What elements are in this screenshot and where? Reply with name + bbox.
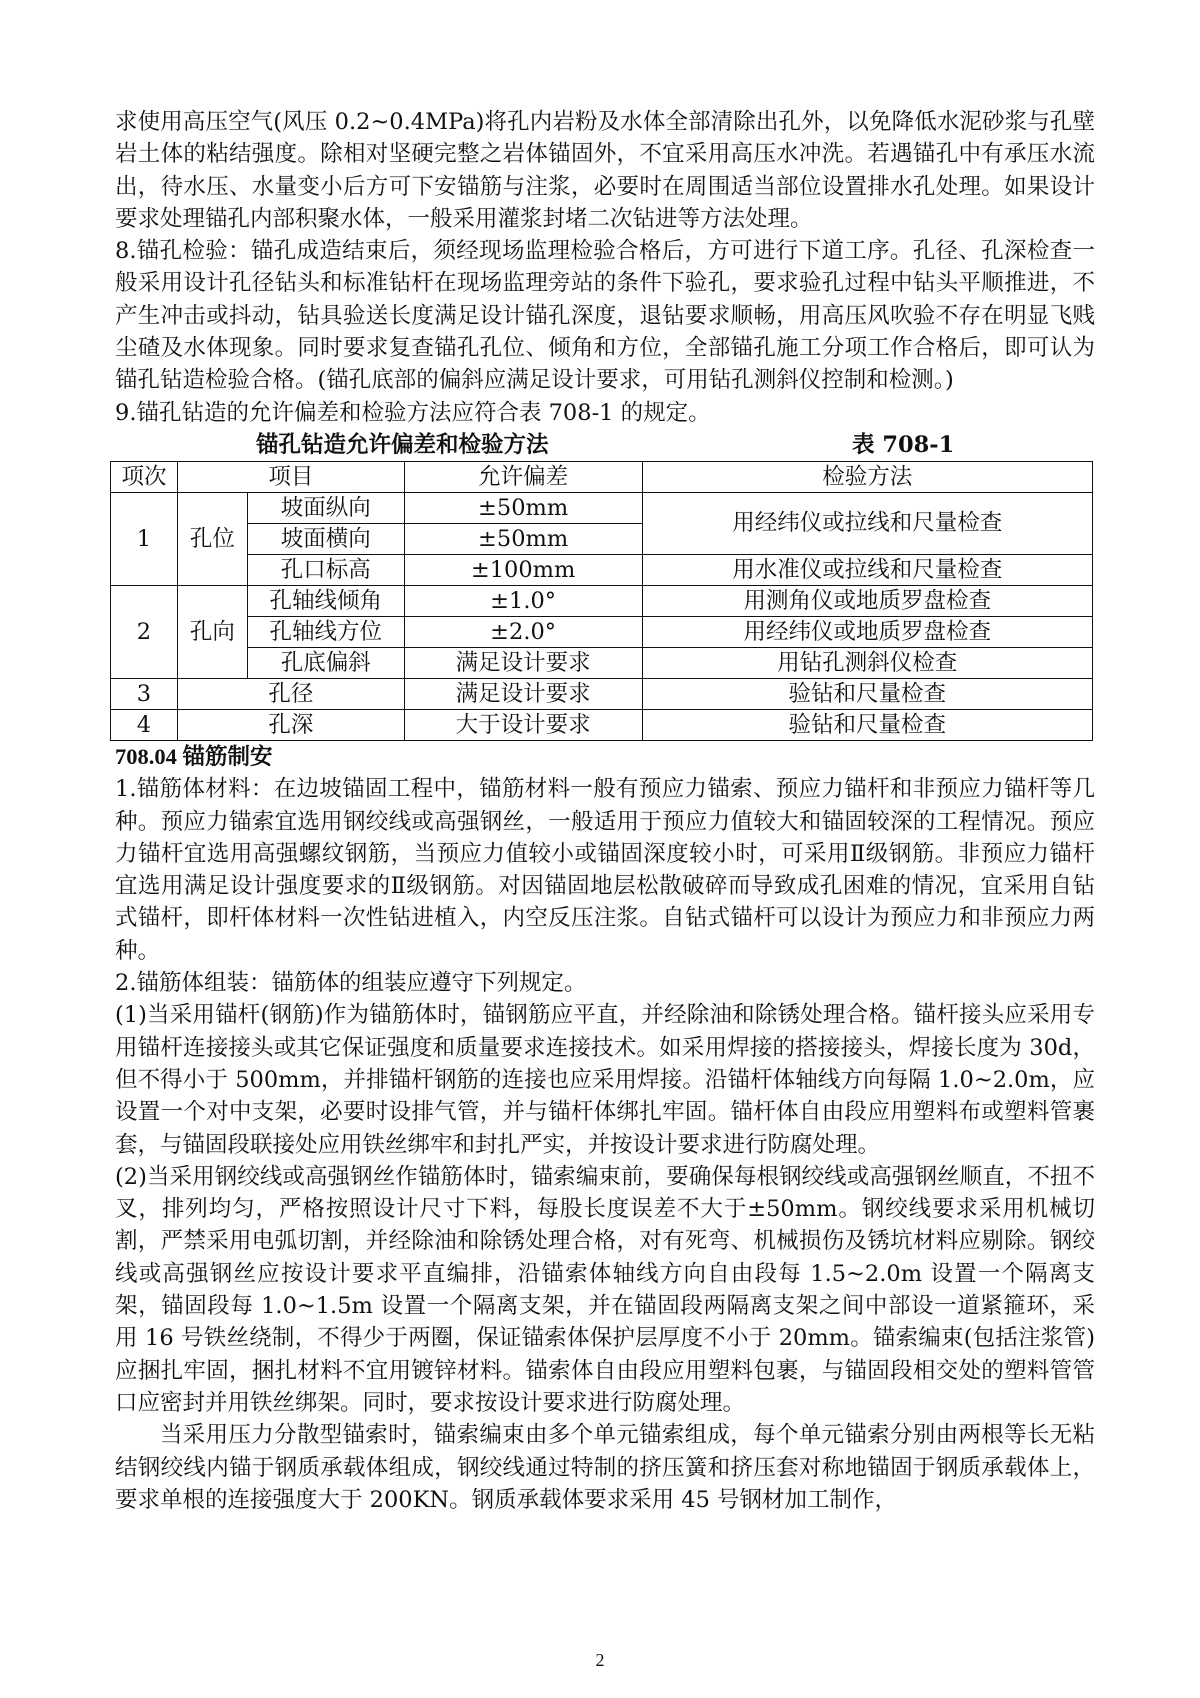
cell-sub-item: 孔轴线倾角 <box>247 585 404 616</box>
table-row <box>111 709 1093 740</box>
cell-method: 验钻和尺量检查 <box>642 678 1092 709</box>
header-seq: 项次 <box>111 461 178 492</box>
cell-tolerance: 满足设计要求 <box>404 678 642 709</box>
cell-item: 孔深 <box>177 709 404 740</box>
cell-tolerance: ±2.0° <box>404 616 642 647</box>
header-item: 项目 <box>177 461 404 492</box>
table-caption <box>115 429 1095 461</box>
page-number: 2 <box>595 1650 605 1670</box>
cell-tolerance: ±50mm <box>404 492 642 523</box>
cell-seq: 4 <box>111 709 178 740</box>
paragraph-hole-inspection: 8.锚孔检验：锚孔成造结束后，须经现场监理检验合格后，方可进行下道工序。孔径、孔深检查一般采用设计孔径钻头和标准钻杆在现场监理旁站的条件下验孔，要求验孔过程中钻头平顺推进，不产生冲击或抖动，钻具验送长度满足设计锚孔深度，退钻要求顺畅，用高压风吹验不存在明显飞贱尘碴及水体现象。同时要求复查锚孔孔位、倾角和方位，全部锚孔施工分项工作合格后，即可认为锚孔钻造检验合格。(锚孔底部的偏斜应满足设计要求，可用钻孔测斜仪控制和检测。) <box>115 238 1095 394</box>
section-heading: 708.04 锚筋制安 <box>115 743 273 769</box>
cell-seq: 2 <box>111 585 178 678</box>
header-method: 检验方法 <box>642 461 1092 492</box>
cell-sub-item: 坡面横向 <box>247 523 404 554</box>
cell-method: 用水准仪或拉线和尺量检查 <box>642 554 1092 585</box>
tolerance-table <box>110 461 1093 741</box>
cell-seq: 3 <box>111 678 178 709</box>
table-row <box>111 616 1093 647</box>
paragraph-tolerance-reference: 9.锚孔钻造的允许偏差和检验方法应符合表 708-1 的规定。 <box>115 399 711 426</box>
paragraph-rebar-anchor: (1)当采用锚杆(钢筋)作为锚筋体时，锚钢筋应平直，并经除油和除锈处理合格。锚杆接头应采用专用锚杆连接接头或其它保证强度和质量要求连接技术。如采用焊接的搭接接头，焊接长度为 30d，但不得小于 500mm，并排锚杆钢筋的连接也应采用焊接。沿锚杆体轴线方向每隔 1.0~2.0m，应设置一个对中支架，必要时设排气管，并与锚杆体绑扎牢固。锚杆体自由段应用塑料布或塑料管裹套，与锚固段联接处应用铁丝绑牢和封扎严实，并按设计要求进行防腐处理。 <box>115 1002 1095 1158</box>
cell-group-name: 孔位 <box>177 492 247 585</box>
table-row <box>111 678 1093 709</box>
cell-method: 用钻孔测斜仪检查 <box>642 647 1092 678</box>
cell-sub-item: 孔底偏斜 <box>247 647 404 678</box>
cell-sub-item: 孔口标高 <box>247 554 404 585</box>
table-row <box>111 554 1093 585</box>
document-page <box>115 106 1095 1516</box>
paragraph-strand-anchor: (2)当采用钢绞线或高强钢丝作锚筋体时，锚索编束前，要确保每根钢绞线或高强钢丝顺直，不扭不叉，排列均匀，严格按照设计尺寸下料，每股长度误差不大于±50mm。钢绞线要求采用机械切割，严禁采用电弧切割，并经除油和除锈处理合格，对有死弯、机械损伤及锈坑材料应剔除。钢绞线或高强钢丝应按设计要求平直编排，沿锚索体轴线方向自由段每 1.5~2.0m 设置一个隔离支架，锚固段每 1.0~1.5m 设置一个隔离支架，并在锚固段两隔离支架之间中部设一道紧箍环，采用 16 号铁丝绕制，不得少于两圈，保证锚索体保护层厚度不小于 20mm。锚索编束(包括注浆管)应捆扎牢固，捆扎材料不宜用镀锌材料。锚索体自由段应用塑料包裹，与锚固段相交处的塑料管管口应密封并用铁丝绑架。同时，要求按设计要求进行防腐处理。 <box>115 1163 1095 1416</box>
cell-sub-item: 坡面纵向 <box>247 492 404 523</box>
cell-tolerance: 大于设计要求 <box>404 709 642 740</box>
cell-tolerance: ±100mm <box>404 554 642 585</box>
cell-group-name: 孔向 <box>177 585 247 678</box>
cell-method: 用经纬仪或拉线和尺量检查 <box>642 492 1092 554</box>
cell-tolerance: ±1.0° <box>404 585 642 616</box>
paragraph-drainage: 求使用高压空气(风压 0.2~0.4MPa)将孔内岩粉及水体全部清除出孔外，以免降低水泥砂浆与孔壁岩土体的粘结强度。除相对坚硬完整之岩体锚固外，不宜采用高压水冲洗。若遇锚孔中有承压水流出，待水压、水量变小后方可下安锚筋与注浆，必要时在周围适当部位设置排水孔处理。如果设计要求处理锚孔内部积聚水体，一般采用灌浆封堵二次钻进等方法处理。 <box>115 109 1095 232</box>
table-row <box>111 647 1093 678</box>
cell-method: 验钻和尺量检查 <box>642 709 1092 740</box>
paragraph-pressure-dispersion: 当采用压力分散型锚索时，锚索编束由多个单元锚索组成，每个单元锚索分别由两根等长无粘结钢绞线内锚于钢质承载体组成，钢绞线通过特制的挤压簧和挤压套对称地锚固于钢质承载体上，要求单根的连接强度大于 200KN。钢质承载体要求采用 45 号钢材加工制作， <box>115 1422 1095 1513</box>
cell-item: 孔径 <box>177 678 404 709</box>
cell-method: 用经纬仪或地质罗盘检查 <box>642 616 1092 647</box>
table-title: 锚孔钻造允许偏差和检验方法 <box>256 431 549 458</box>
cell-tolerance: ±50mm <box>404 523 642 554</box>
paragraph-anchor-assembly: 2.锚筋体组装：锚筋体的组装应遵守下列规定。 <box>115 970 587 997</box>
cell-tolerance: 满足设计要求 <box>404 647 642 678</box>
cell-seq: 1 <box>111 492 178 585</box>
header-tolerance: 允许偏差 <box>404 461 642 492</box>
paragraph-anchor-material: 1.锚筋体材料：在边坡锚固工程中，锚筋材料一般有预应力锚索、预应力锚杆和非预应力锚杆等几种。预应力锚索宜选用钢绞线或高强钢丝，一般适用于预应力值较大和锚固较深的工程情况。预应力锚杆宜选用高强螺纹钢筋，当预应力值较小或锚固深度较小时，可采用Ⅱ级钢筋。非预应力锚杆宜选用满足设计强度要求的Ⅱ级钢筋。对因锚固地层松散破碎而导致成孔困难的情况，宜采用自钻式锚杆，即杆体材料一次性钻进植入，内空反压注浆。自钻式锚杆可以设计为预应力和非预应力两种。 <box>115 776 1095 964</box>
cell-sub-item: 孔轴线方位 <box>247 616 404 647</box>
table-row <box>111 585 1093 616</box>
table-header-row <box>111 461 1093 492</box>
table-number: 表 708-1 <box>852 431 955 458</box>
table-row <box>111 492 1093 523</box>
cell-method: 用测角仪或地质罗盘检查 <box>642 585 1092 616</box>
